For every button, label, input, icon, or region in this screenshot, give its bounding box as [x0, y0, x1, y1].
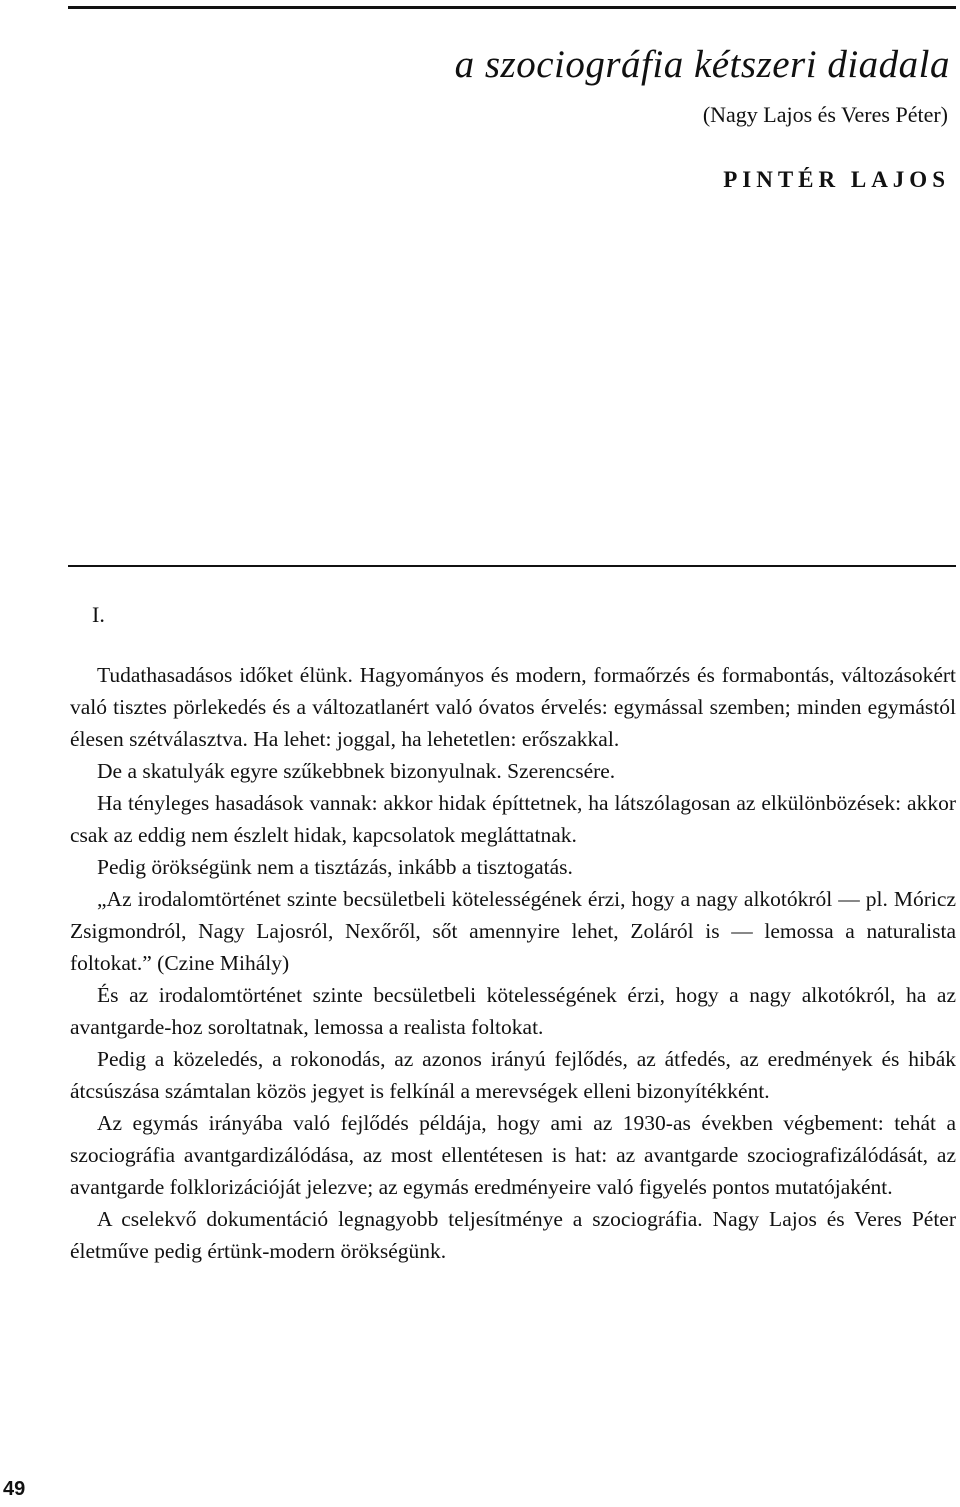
article-title: a szociográfia kétszeri diadala	[454, 43, 950, 86]
section-number: I.	[92, 602, 105, 627]
article-body	[70, 659, 956, 1267]
paragraph: És az irodalomtörténet szinte becsületbeli kötelességének érzi, hogy a nagy alkotókról, ha az avantgarde-hoz soroltatnak, lemossa a realista foltokat.	[70, 983, 956, 1039]
top-rule	[68, 6, 956, 9]
paragraph: De a skatulyák egyre szűkebbnek bizonyulnak. Szerencsére.	[97, 759, 616, 783]
paragraph: Az egymás irányába való fejlődés példája, hogy ami az 1930-as években végbement: tehát a szociográfia avantgardizálódása, az most ellentétesen is hat: az avantgarde szociografizálódását, az avantgarde folklorizációját jelezve; az egymás eredményeire való figyelés pontos mutatójaként.	[70, 1111, 956, 1199]
paragraph: Ha tényleges hasadások vannak: akkor hidak építtetnek, ha látszólagosan az elkülönbözések: akkor csak az eddig nem észlelt hidak, kapcsolatok megláttatnak.	[70, 791, 956, 847]
paragraph: Tudathasadásos időket élünk. Hagyományos és modern, formaőrzés és formabontás, változásokért való tisztes pörlekedés és a változatlanért való óvatos érvelés: egymással szemben; minden egymástól élesen szétválasztva. Ha lehet: joggal, ha lehetetlen: erőszakkal.	[70, 663, 956, 751]
page-number: 49	[3, 1478, 26, 1500]
paragraph: „Az irodalomtörténet szinte becsületbeli kötelességének érzi, hogy a nagy alkotókról — pl. Móricz Zsigmondról, Nagy Lajosról, Nexőről, sőt amennyire lehet, Zoláról is — lemossa a naturalista foltokat.” (Czine Mihály)	[70, 887, 956, 975]
paragraph: Pedig örökségünk nem a tisztázás, inkább a tisztogatás.	[97, 855, 573, 879]
article-author: PINTÉR LAJOS	[723, 167, 950, 192]
section-divider	[68, 565, 956, 567]
article-subtitle: (Nagy Lajos és Veres Péter)	[702, 102, 948, 127]
paragraph: A cselekvő dokumentáció legnagyobb teljesítménye a szociográfia. Nagy Lajos és Veres Péter életműve pedig értünk-modern örökségünk.	[70, 1207, 956, 1263]
paragraph: Pedig a közeledés, a rokonodás, az azonos irányú fejlődés, az átfedés, az eredmények és hibák átcsúszása számtalan közös jegyet is felkínál a merevségek elleni bizonyítékként.	[70, 1047, 956, 1103]
